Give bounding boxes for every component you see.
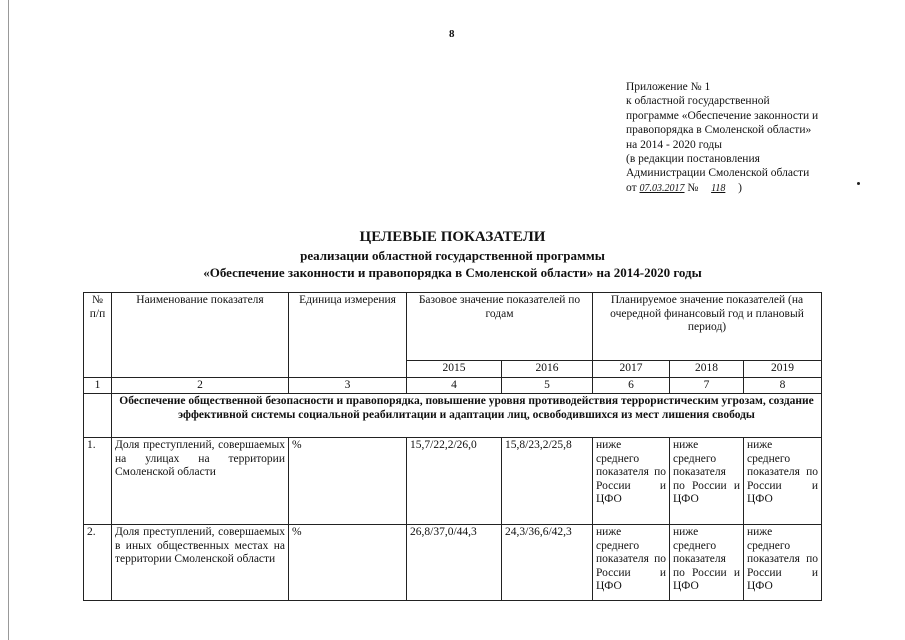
col-number: 2: [112, 377, 289, 394]
header-planned: Планируемое значение показателей (на очередной финансовый год и плановый период): [593, 293, 822, 361]
annex-line: (в редакции постановления: [626, 153, 760, 166]
page-number: 8: [449, 28, 455, 40]
annex-line: на 2014 - 2020 годы: [626, 138, 723, 151]
document-subtitle: реализации областной государственной программы: [300, 248, 605, 263]
annex-block: [626, 80, 866, 196]
header-name: Наименование показателя: [112, 293, 289, 378]
col-number: 3: [289, 377, 407, 394]
col-number: 4: [407, 377, 502, 394]
table-colnum-row: [84, 377, 822, 394]
stray-dot: [857, 182, 860, 185]
handwritten-date: 07.03.2017: [639, 182, 685, 194]
col-number: 7: [670, 377, 744, 394]
row-name: Доля преступлений, совершаемых в иных общественных местах на территории Смоленской области: [112, 525, 289, 601]
col-number: 8: [744, 377, 822, 394]
row-value-2016: 15,8/23,2/25,8: [502, 438, 593, 525]
row-value-2018: ниже среднего показателя по России и ЦФО: [670, 525, 744, 601]
year-cell: 2017: [593, 361, 670, 378]
year-cell: 2018: [670, 361, 744, 378]
row-num: 2.: [84, 525, 112, 601]
year-cell: 2019: [744, 361, 822, 378]
row-name: Доля преступлений, совершаемых на улицах на территории Смоленской области: [112, 438, 289, 525]
row-num: 1.: [84, 438, 112, 525]
year-cell: 2015: [407, 361, 502, 378]
document-title: ЦЕЛЕВЫЕ ПОКАЗАТЕЛИ: [359, 229, 546, 245]
table-header-row: [84, 293, 822, 361]
col-number: 6: [593, 377, 670, 394]
row-value-2015: 15,7/22,2/26,0: [407, 438, 502, 525]
table-section-row: [84, 394, 822, 438]
year-cell: 2016: [502, 361, 593, 378]
row-value-2017: ниже среднего показателя по России и ЦФО: [593, 525, 670, 601]
header-unit: Единица измерения: [289, 293, 407, 378]
number-label: №: [687, 181, 699, 194]
row-value-2019: ниже среднего показателя по России и ЦФО: [744, 525, 822, 601]
header-num: № п/п: [84, 293, 112, 378]
handwritten-number: 118: [711, 182, 726, 194]
header-base: Базовое значение показателей по годам: [407, 293, 593, 361]
annex-close-paren: ): [738, 181, 742, 194]
col-number: 5: [502, 377, 593, 394]
annex-line: правопорядка в Смоленской области»: [626, 124, 812, 137]
date-prefix: от: [626, 181, 637, 194]
annex-line: Администрации Смоленской области: [626, 167, 810, 180]
program-title: «Обеспечение законности и правопорядка в Смоленской области» на 2014-2020 годы: [203, 265, 702, 280]
col-number: 1: [84, 377, 112, 394]
row-unit: %: [289, 438, 407, 525]
table-row: [84, 525, 822, 601]
annex-line: программе «Обеспечение законности и: [626, 109, 819, 122]
row-value-2017: ниже среднего показателя по России и ЦФО: [593, 438, 670, 525]
row-unit: %: [289, 525, 407, 601]
annex-line: к областной государственной: [626, 95, 770, 108]
annex-date-line: [626, 181, 866, 196]
row-value-2015: 26,8/37,0/44,3: [407, 525, 502, 601]
row-value-2018: ниже среднего показателя по России и ЦФО: [670, 438, 744, 525]
section-spacer: [84, 394, 112, 438]
section-title: Обеспечение общественной безопасности и правопорядка, повышение уровня противодействия террористическим угрозам, создание эффективной системы социальной реабилитации и адаптации лиц, освободившихся из мест лишения свободы: [112, 394, 822, 438]
annex-line: Приложение № 1: [626, 81, 711, 93]
page-left-edge: [8, 0, 9, 640]
indicators-table: [83, 292, 822, 601]
row-value-2019: ниже среднего показателя по России и ЦФО: [744, 438, 822, 525]
table-row: [84, 438, 822, 525]
row-value-2016: 24,3/36,6/42,3: [502, 525, 593, 601]
